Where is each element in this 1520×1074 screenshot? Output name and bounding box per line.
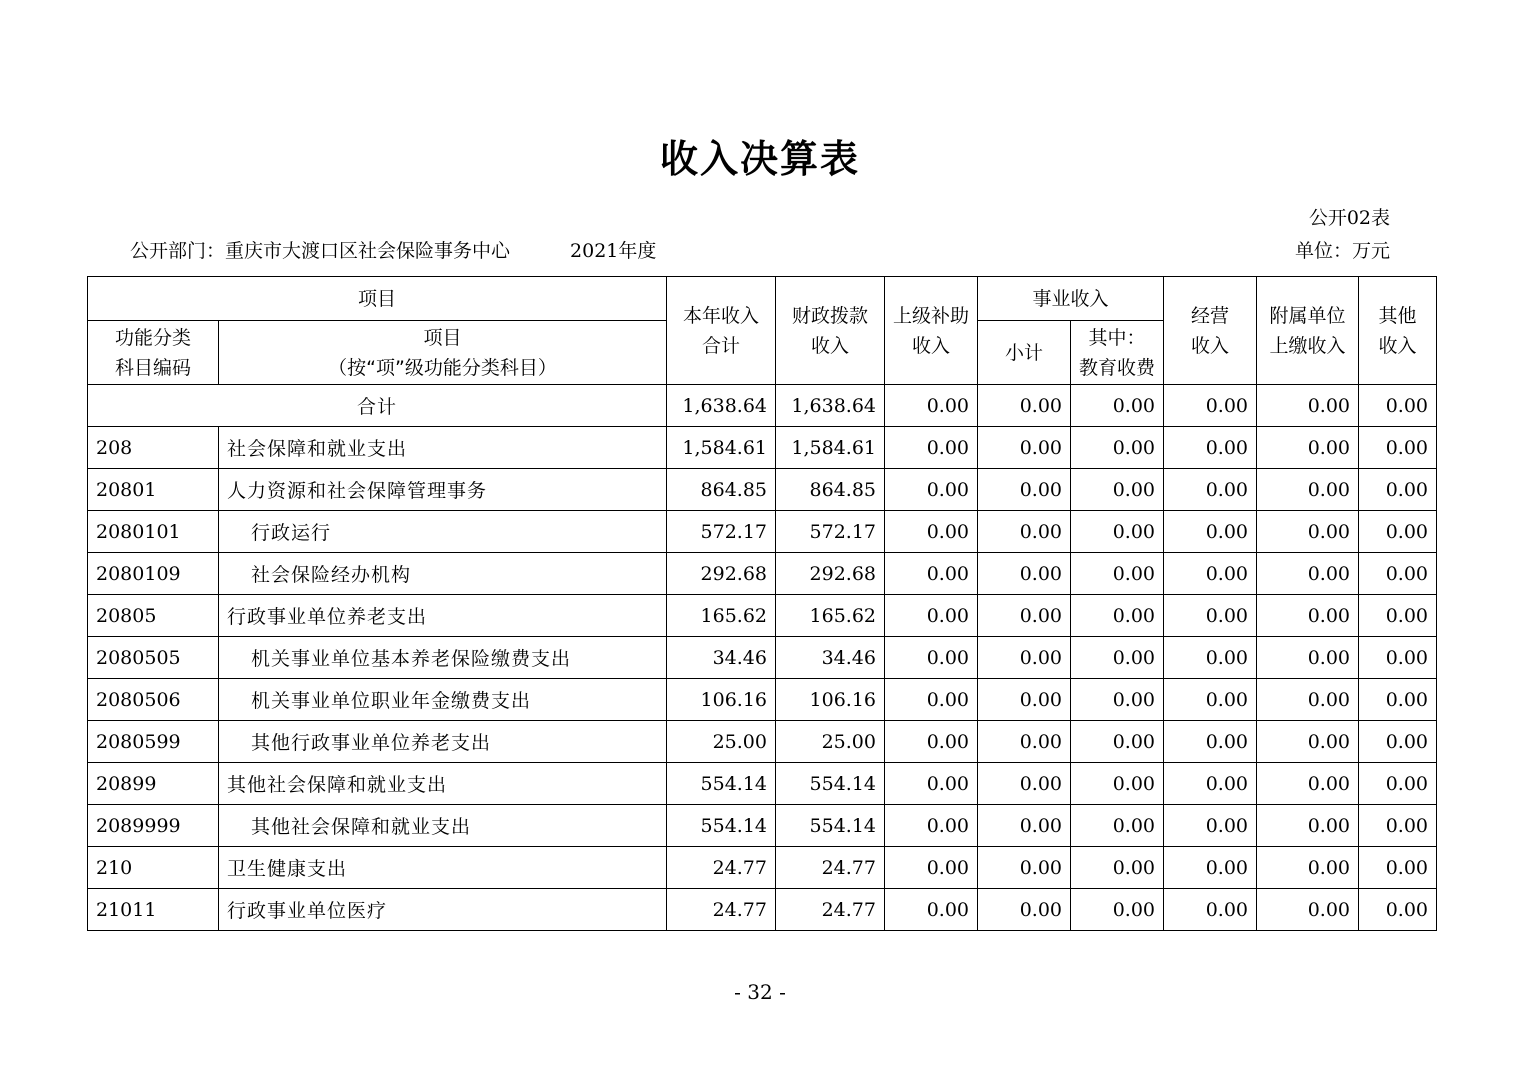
row-value: 0.00	[1359, 553, 1437, 595]
row-value: 0.00	[978, 427, 1071, 469]
header-subtotal: 小计	[978, 321, 1071, 385]
row-value: 0.00	[1359, 637, 1437, 679]
total-cell: 1,638.64	[776, 385, 885, 427]
row-code: 2080599	[88, 721, 219, 763]
row-value: 0.00	[885, 721, 978, 763]
row-value: 0.00	[1257, 889, 1359, 931]
row-name: 机关事业单位基本养老保险缴费支出	[219, 637, 667, 679]
row-code: 20805	[88, 595, 219, 637]
row-name: 行政运行	[219, 511, 667, 553]
row-code: 20801	[88, 469, 219, 511]
row-value: 0.00	[1257, 805, 1359, 847]
table-row	[88, 679, 1437, 721]
row-value: 0.00	[1164, 889, 1257, 931]
row-value: 0.00	[1257, 637, 1359, 679]
header-education-fee	[1071, 321, 1164, 385]
header-fiscal-text: 财政拨款 收入	[791, 304, 868, 357]
row-value: 0.00	[885, 469, 978, 511]
row-name: 其他社会保障和就业支出	[219, 805, 667, 847]
row-value: 0.00	[1071, 553, 1164, 595]
table-row	[88, 469, 1437, 511]
row-value: 0.00	[1359, 595, 1437, 637]
row-value: 292.68	[667, 553, 776, 595]
row-code: 210	[88, 847, 219, 889]
row-value: 0.00	[978, 721, 1071, 763]
table-row	[88, 763, 1437, 805]
row-value: 0.00	[978, 679, 1071, 721]
row-code: 208	[88, 427, 219, 469]
header-other	[1359, 277, 1437, 385]
row-value: 572.17	[667, 511, 776, 553]
header-fiscal	[776, 277, 885, 385]
row-value: 0.00	[885, 427, 978, 469]
header-code-text: 功能分类 科目编码	[114, 326, 191, 379]
row-value: 0.00	[1164, 427, 1257, 469]
row-code: 20899	[88, 763, 219, 805]
table-row	[88, 637, 1437, 679]
row-value: 864.85	[776, 469, 885, 511]
row-value: 0.00	[1359, 805, 1437, 847]
header-project-group: 项目	[88, 277, 667, 321]
row-value: 0.00	[1164, 595, 1257, 637]
row-value: 0.00	[1359, 511, 1437, 553]
row-value: 0.00	[1071, 679, 1164, 721]
fiscal-year: 2021年度	[570, 240, 657, 262]
page-number: - 32 -	[734, 980, 786, 1004]
row-code: 2080505	[88, 637, 219, 679]
row-value: 864.85	[667, 469, 776, 511]
table-row	[88, 721, 1437, 763]
row-name: 社会保障和就业支出	[219, 427, 667, 469]
row-value: 0.00	[885, 889, 978, 931]
row-value: 24.77	[667, 847, 776, 889]
header-affiliate	[1257, 277, 1359, 385]
row-value: 0.00	[1257, 679, 1359, 721]
row-value: 554.14	[776, 805, 885, 847]
header-operating-text: 经营 收入	[1190, 304, 1229, 357]
row-name: 行政事业单位医疗	[219, 889, 667, 931]
row-value: 0.00	[1071, 763, 1164, 805]
table-row	[88, 889, 1437, 931]
total-label: 合计	[88, 385, 667, 427]
row-value: 0.00	[978, 763, 1071, 805]
row-value: 0.00	[885, 637, 978, 679]
row-value: 0.00	[1359, 847, 1437, 889]
header-education-fee-text: 其中： 教育收费	[1078, 326, 1155, 379]
row-value: 554.14	[776, 763, 885, 805]
header-superior-subsidy	[885, 277, 978, 385]
row-value: 1,584.61	[776, 427, 885, 469]
row-value: 0.00	[1164, 553, 1257, 595]
row-value: 0.00	[1071, 847, 1164, 889]
row-value: 165.62	[667, 595, 776, 637]
row-value: 0.00	[885, 553, 978, 595]
row-name: 卫生健康支出	[219, 847, 667, 889]
row-value: 292.68	[776, 553, 885, 595]
total-row	[88, 385, 1437, 427]
row-name: 其他社会保障和就业支出	[219, 763, 667, 805]
department-name: 公开部门：重庆市大渡口区社会保险事务中心	[130, 240, 511, 262]
row-value: 106.16	[667, 679, 776, 721]
row-value: 0.00	[1359, 679, 1437, 721]
row-value: 0.00	[1257, 847, 1359, 889]
row-value: 0.00	[885, 805, 978, 847]
row-value: 0.00	[1164, 847, 1257, 889]
row-value: 0.00	[1257, 427, 1359, 469]
table-row	[88, 553, 1437, 595]
department-line	[130, 236, 656, 263]
row-value: 0.00	[1164, 637, 1257, 679]
row-value: 0.00	[978, 805, 1071, 847]
row-value: 0.00	[1164, 763, 1257, 805]
row-value: 0.00	[885, 847, 978, 889]
row-value: 0.00	[1071, 637, 1164, 679]
row-name: 其他行政事业单位养老支出	[219, 721, 667, 763]
income-table	[87, 276, 1437, 931]
row-value: 34.46	[667, 637, 776, 679]
row-value: 0.00	[885, 679, 978, 721]
header-code	[88, 321, 219, 385]
total-cell: 0.00	[1164, 385, 1257, 427]
row-value: 0.00	[978, 889, 1071, 931]
table-row	[88, 847, 1437, 889]
row-value: 572.17	[776, 511, 885, 553]
row-name: 人力资源和社会保障管理事务	[219, 469, 667, 511]
total-cell: 0.00	[1359, 385, 1437, 427]
row-name: 社会保险经办机构	[219, 553, 667, 595]
row-value: 0.00	[1257, 763, 1359, 805]
page-title: 收入决算表	[659, 137, 860, 181]
header-affiliate-text: 附属单位 上缴收入	[1269, 304, 1346, 357]
row-value: 0.00	[978, 595, 1071, 637]
header-total-income	[667, 277, 776, 385]
total-cell: 1,638.64	[667, 385, 776, 427]
table-row	[88, 427, 1437, 469]
row-value: 0.00	[1071, 427, 1164, 469]
row-value: 554.14	[667, 805, 776, 847]
row-value: 0.00	[1359, 427, 1437, 469]
header-business-income: 事业收入	[978, 277, 1164, 321]
total-cell: 0.00	[978, 385, 1071, 427]
row-value: 165.62	[776, 595, 885, 637]
header-project-name	[219, 321, 667, 385]
row-value: 0.00	[1071, 805, 1164, 847]
row-value: 0.00	[1359, 889, 1437, 931]
header-operating	[1164, 277, 1257, 385]
row-value: 0.00	[1071, 889, 1164, 931]
total-cell: 0.00	[885, 385, 978, 427]
row-value: 0.00	[1257, 511, 1359, 553]
row-value: 0.00	[1071, 469, 1164, 511]
row-name: 机关事业单位职业年金缴费支出	[219, 679, 667, 721]
row-value: 0.00	[1071, 721, 1164, 763]
row-value: 0.00	[1359, 763, 1437, 805]
total-cell: 0.00	[1071, 385, 1164, 427]
row-value: 0.00	[1071, 511, 1164, 553]
row-code: 2089999	[88, 805, 219, 847]
row-value: 0.00	[978, 469, 1071, 511]
table-header	[88, 277, 1437, 385]
row-value: 0.00	[885, 595, 978, 637]
row-value: 24.77	[667, 889, 776, 931]
table-row	[88, 595, 1437, 637]
row-code: 2080101	[88, 511, 219, 553]
row-value: 0.00	[1164, 469, 1257, 511]
form-number: 公开02表	[1308, 207, 1390, 229]
row-value: 25.00	[667, 721, 776, 763]
row-value: 0.00	[1164, 679, 1257, 721]
row-value: 24.77	[776, 889, 885, 931]
table-body	[88, 385, 1437, 931]
row-code: 21011	[88, 889, 219, 931]
row-value: 0.00	[1257, 721, 1359, 763]
row-value: 0.00	[885, 763, 978, 805]
row-value: 106.16	[776, 679, 885, 721]
row-value: 0.00	[885, 511, 978, 553]
row-name: 行政事业单位养老支出	[219, 595, 667, 637]
row-value: 0.00	[978, 847, 1071, 889]
table-row	[88, 805, 1437, 847]
row-value: 0.00	[978, 637, 1071, 679]
header-superior-subsidy-text: 上级补助 收入	[892, 304, 969, 357]
row-value: 1,584.61	[667, 427, 776, 469]
unit-label: 单位：万元	[1294, 240, 1390, 262]
row-value: 0.00	[1359, 469, 1437, 511]
row-value: 0.00	[1164, 721, 1257, 763]
row-value: 34.46	[776, 637, 885, 679]
header-project-name-text: 项目 （按“项”级功能分类科目）	[328, 326, 557, 379]
row-value: 0.00	[978, 553, 1071, 595]
row-value: 25.00	[776, 721, 885, 763]
row-value: 0.00	[1257, 469, 1359, 511]
row-value: 0.00	[1359, 721, 1437, 763]
row-value: 0.00	[978, 511, 1071, 553]
total-cell: 0.00	[1257, 385, 1359, 427]
row-value: 24.77	[776, 847, 885, 889]
header-other-text: 其他 收入	[1378, 304, 1417, 357]
row-value: 0.00	[1257, 553, 1359, 595]
table-row	[88, 511, 1437, 553]
row-code: 2080506	[88, 679, 219, 721]
header-total-income-text: 本年收入 合计	[682, 304, 759, 357]
row-value: 0.00	[1164, 805, 1257, 847]
row-value: 0.00	[1071, 595, 1164, 637]
row-code: 2080109	[88, 553, 219, 595]
row-value: 554.14	[667, 763, 776, 805]
row-value: 0.00	[1257, 595, 1359, 637]
row-value: 0.00	[1164, 511, 1257, 553]
